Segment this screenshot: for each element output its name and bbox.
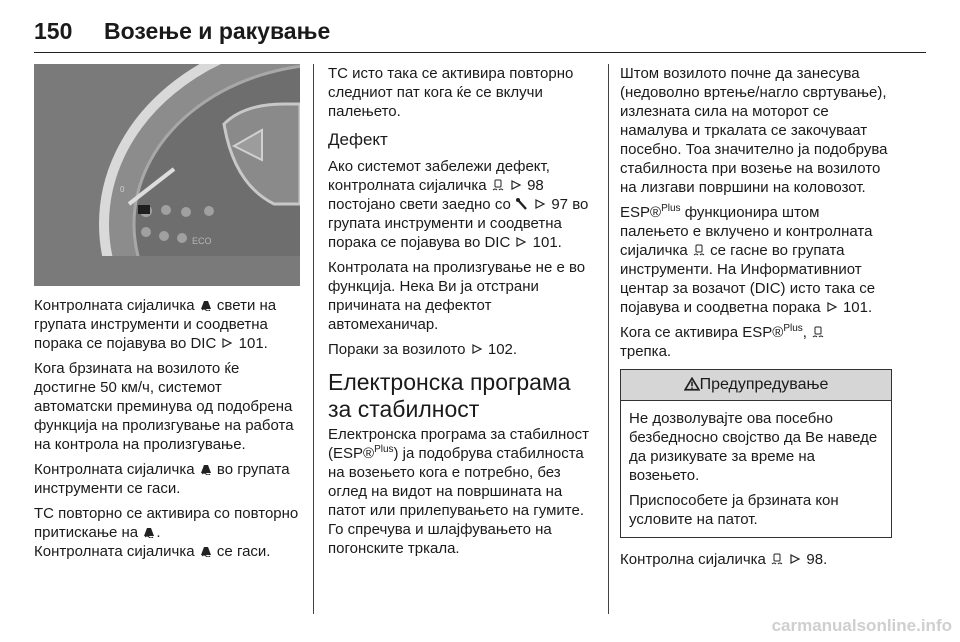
paragraph: Контролата на пролизгување не е во функција. Нека Ви ја отстрани причината на дефектот автомеханичар. — [328, 259, 586, 333]
paragraph: Контролна сијаличка 98. — [620, 551, 828, 568]
warning-body — [621, 401, 891, 537]
paragraph: Ако системот забележи дефект, контролната сијаличка 98 постојано свети заедно со 97 во групата инструменти и соодветна порака се појавува во DIC 101. — [328, 158, 589, 251]
reference-arrow-icon — [470, 343, 484, 355]
warning-header — [621, 370, 891, 401]
page-number: 150 — [34, 18, 73, 44]
reference-arrow-icon — [825, 301, 839, 313]
paragraph: Контролната сијаличка во групата инструменти се гаси. — [34, 461, 290, 497]
column-3 — [620, 64, 892, 575]
warning-paragraph: Не дозволувајте ова посебно безбедносно својство да Ве наведе да ризикувате за време на возењето. — [629, 410, 878, 484]
column-1 — [34, 64, 300, 567]
reference-arrow-icon — [533, 198, 547, 210]
esp-skid-icon — [491, 179, 505, 191]
reference-arrow-icon — [514, 236, 528, 248]
column-2 — [328, 64, 598, 564]
esp-skid-icon — [770, 553, 784, 565]
paragraph: Електронска програма за стабилност (ESP®$^{Plus}$) ја подобрува стабилноста на возењето кога е потребно, без оглед на видот на површината на патот или прилепувањето на гумите. Го спречува и шлајфувањето на погонските тркала. — [328, 426, 590, 557]
traction-control-off-icon — [199, 463, 213, 475]
warning-title: Предупредување — [699, 376, 829, 393]
page-header — [34, 12, 926, 53]
chapter-title: Возење и ракување — [104, 18, 331, 44]
paragraph: TC исто така се активира повторно следниот пат кога ќе се вклучи палењето. — [328, 65, 574, 120]
reference-arrow-icon — [788, 553, 802, 565]
paragraph: Кога брзината на возилото ќе достигне 50 км/ч, системот автоматски преминува од подобрена функција на пролизгување на работа на контрола на пролизгување. — [34, 360, 294, 453]
instrument-cluster-photo — [34, 64, 300, 286]
paragraph: Кога се активира ESP®$^{Plus}$, трепка. — [620, 323, 892, 361]
traction-control-off-icon — [142, 526, 156, 538]
reference-arrow-icon — [220, 337, 234, 349]
paragraph: Пораки за возилото 102. — [328, 341, 518, 358]
traction-control-off-icon — [199, 299, 213, 311]
column-divider — [608, 64, 609, 614]
watermark: carmanualsonline.info — [771, 616, 952, 635]
section-heading-defect: Дефект — [328, 130, 388, 149]
paragraph: Штом возилото почне да занесува (недоволно вртење/нагло свртување), излезната сила на моторот се намалува и тркалата се закочуваат посебно. Тоа значително ја подобрува стабилноста при возење на возилото на лизгави површини на коловозот. — [620, 65, 888, 196]
reference-arrow-icon — [509, 179, 523, 191]
gauge-mark: 0 — [120, 185, 125, 194]
paragraph: Контролната сијаличка свети на групата инструменти и соодветна порака се појавува во DIC 101. — [34, 297, 277, 352]
eco-label: ECO — [192, 236, 212, 246]
section-heading-esp: Електронска програма за стабилност — [328, 369, 571, 422]
column-divider — [313, 64, 314, 614]
warning-triangle-icon — [684, 377, 700, 391]
esp-skid-icon — [811, 326, 825, 338]
warning-box — [620, 369, 892, 538]
instrument-cluster-illustration — [34, 64, 300, 286]
wrench-icon — [515, 198, 529, 210]
paragraph: TC повторно се активира со повторно притискање на . Контролната сијаличка се гаси. — [34, 505, 299, 560]
paragraph: ESP®$^{Plus}$ функционира штом палењето е вклучено и контролната сијаличка се гасне во групата инструменти. На Информативниот центар за возачот (DIC) исто така се појавува и соодветна порака 101. — [620, 203, 876, 316]
traction-control-off-icon — [199, 545, 213, 557]
warning-paragraph: Приспособете ја брзината кон условите на патот. — [629, 492, 839, 528]
esp-skid-icon — [692, 244, 706, 256]
